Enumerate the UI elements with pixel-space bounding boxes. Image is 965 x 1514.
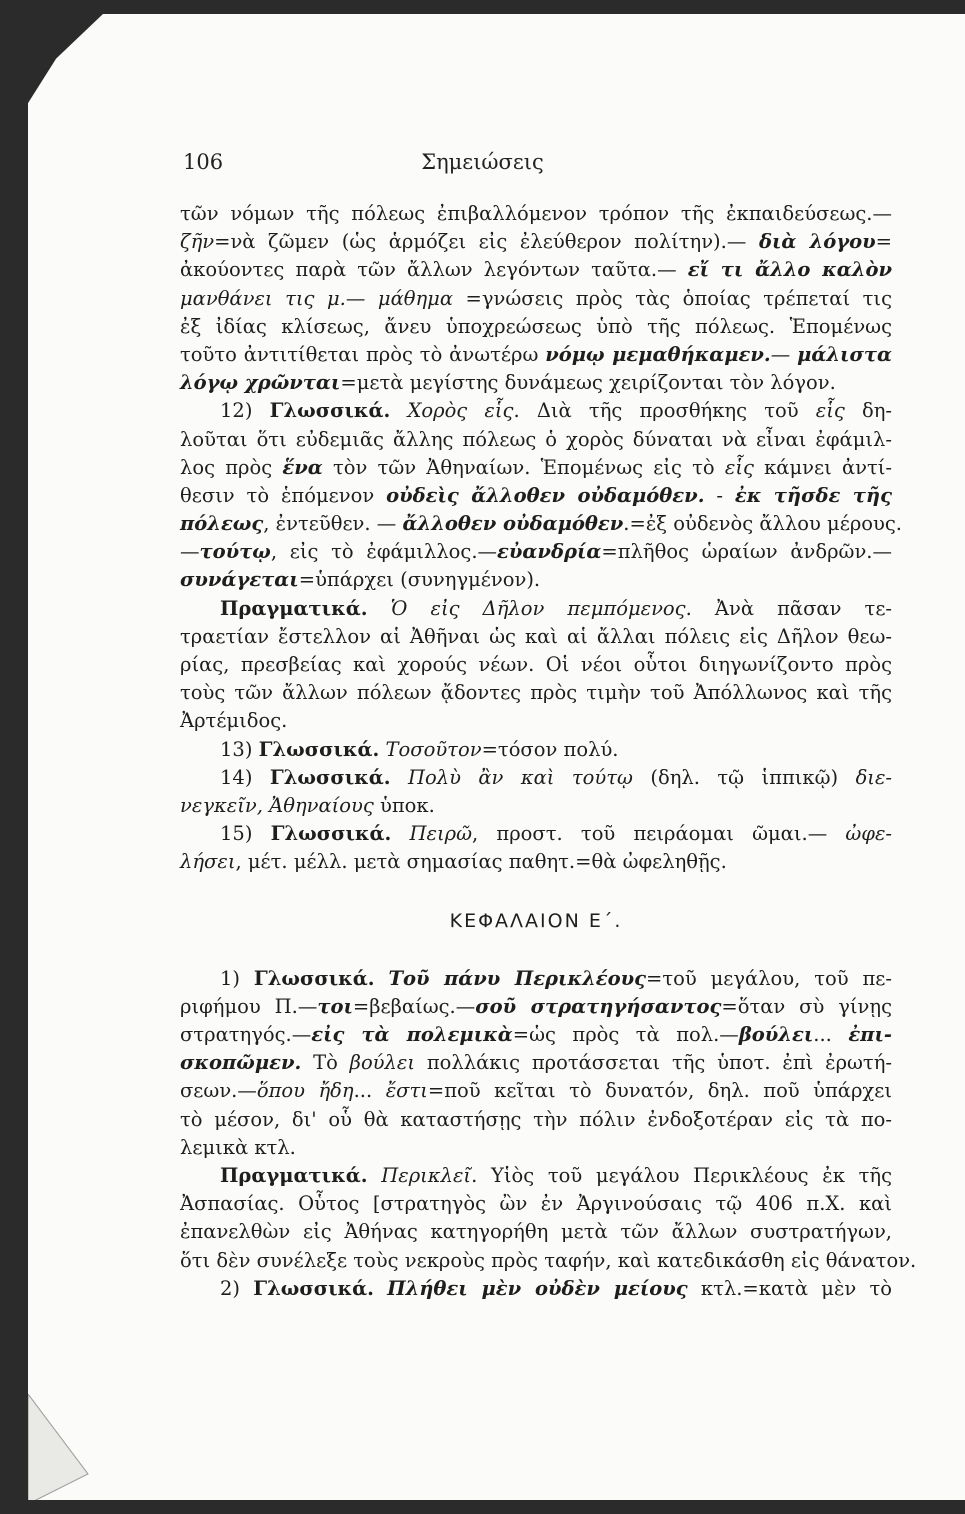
text-segment: εἴ τι ἄλλο καλὸν bbox=[687, 258, 892, 282]
text-segment: — bbox=[770, 342, 798, 366]
section-label: Γλωσσικά. bbox=[253, 1276, 374, 1300]
text-segment: ὑποκ. bbox=[373, 793, 435, 817]
text-segment: Περικλεῖ bbox=[381, 1164, 472, 1187]
text-segment: οὐδεὶς ἄλλοθεν οὐδαμόθεν. bbox=[386, 483, 705, 507]
text-segment: θεσιν τὸ ἑπόμενον bbox=[180, 483, 387, 507]
text-segment: Ὁ εἰς Δῆλον πεμπόμενος bbox=[390, 596, 686, 620]
text-segment: — bbox=[180, 540, 200, 564]
text-segment: λεμικὰ κτλ. bbox=[180, 1135, 296, 1159]
text-segment: ἐπανελθὼν εἰς Ἀθήνας κατηγορήθη μετὰ τῶν ἄλλων συστρατήγων, bbox=[180, 1220, 892, 1244]
text-line bbox=[180, 651, 892, 679]
text-segment: Τοσοῦτον bbox=[385, 737, 482, 761]
page-number: 106 bbox=[183, 150, 224, 174]
text-segment: σκοπῶμεν. bbox=[180, 1051, 302, 1075]
text-segment: = bbox=[875, 230, 893, 254]
text-segment: μάθημα bbox=[377, 286, 453, 310]
section-label: Γλωσσικά. bbox=[269, 399, 391, 423]
text-segment: πολλάκις προτάσσεται τῆς ὑποτ. ἐπὶ ἐρωτή- bbox=[415, 1051, 892, 1075]
text-line bbox=[180, 1106, 892, 1134]
section-label: Γλωσσικά. bbox=[258, 737, 380, 761]
text-line bbox=[180, 285, 892, 313]
text-segment: 1) bbox=[220, 966, 254, 990]
text-segment: τοι bbox=[317, 994, 353, 1018]
text-segment bbox=[368, 597, 391, 620]
text-segment bbox=[374, 1277, 387, 1300]
text-segment: τούτῳ bbox=[199, 540, 271, 564]
text-segment: . Υἱὸς τοῦ μεγάλου Περικλέους ἐκ τῆς bbox=[471, 1164, 892, 1187]
text-line bbox=[180, 538, 892, 566]
section-label: Γλωσσικά. bbox=[270, 822, 392, 846]
text-segment: νεγκεῖν, Ἀθηναίους bbox=[180, 793, 374, 817]
section-gap bbox=[180, 935, 892, 965]
text-segment: ἔστι bbox=[385, 1079, 428, 1103]
text-segment: εἰς τὰ πολεμικὰ bbox=[311, 1023, 513, 1047]
text-line bbox=[180, 820, 892, 848]
text-line bbox=[180, 313, 892, 341]
text-segment bbox=[391, 766, 408, 789]
text-segment: , εἰς τὸ ἐφάμιλλος.— bbox=[270, 540, 498, 564]
text-segment: τραετίαν ἔστελλον αἱ Ἀθῆναι ὡς καὶ αἱ ἄλλαι πόλεις εἰς Δῆλον θεω- bbox=[180, 624, 892, 648]
text-segment: εὐανδρία bbox=[497, 540, 602, 564]
text-segment: ὅπου ἤδη bbox=[256, 1079, 354, 1103]
text-segment: σοῦ στρατηγήσαντος bbox=[475, 994, 722, 1018]
text-segment: ἄλλοθεν οὐδαμόθεν bbox=[402, 512, 624, 536]
text-line bbox=[180, 256, 892, 284]
text-segment: στρατηγός.— bbox=[180, 1023, 312, 1047]
text-segment: 12) bbox=[220, 399, 270, 423]
text-segment: μανθάνει τις μ. bbox=[180, 286, 346, 310]
text-segment: , ἐντεῦθεν. — bbox=[263, 512, 403, 536]
text-segment: διὰ λόγου bbox=[758, 230, 876, 254]
text-segment: 15) bbox=[220, 822, 271, 846]
text-segment: εἷς bbox=[815, 399, 845, 423]
text-segment: =ὅταν σὺ γίνῃς bbox=[721, 994, 892, 1018]
text-segment: λος πρὸς bbox=[180, 455, 283, 479]
text-segment: , μέτ. μέλλ. μετὰ σημασίας παθητ.=θὰ ὠφεληθῇς. bbox=[235, 850, 727, 874]
text-segment: ἐκ τῆσδε τῆς bbox=[734, 483, 892, 507]
text-line bbox=[180, 341, 892, 369]
text-segment: ὠφε- bbox=[845, 822, 892, 846]
text-segment: κάμνει ἀντί- bbox=[753, 455, 892, 479]
text-segment: ἐξ ἰδίας κλίσεως, ἄνευ ὑποχρεώσεως ὑπὸ τῆς πόλεως. Ἑπομένως bbox=[180, 314, 892, 338]
text-line bbox=[180, 679, 892, 707]
text-segment: ἀκούοντες παρὰ τῶν ἄλλων λεγόντων ταῦτα.— bbox=[180, 258, 688, 282]
text-segment: μάλιστα bbox=[797, 342, 893, 366]
text-line bbox=[180, 764, 892, 792]
text-line bbox=[180, 1247, 917, 1275]
text-line bbox=[180, 736, 892, 764]
text-segment: ζῆν bbox=[180, 230, 215, 254]
text-line bbox=[180, 228, 892, 256]
text-segment: =ὑπάρχει (συνηγμένον). bbox=[298, 568, 541, 592]
text-segment: =ποῦ κεῖται τὸ δυνατόν, δηλ. ποῦ ὑπάρχει bbox=[427, 1079, 892, 1103]
section-label: Γλωσσικά. bbox=[253, 966, 375, 990]
text-segment: Τοῦ πάνυ Περικλέους bbox=[388, 966, 646, 990]
text-segment: Πλήθει μὲν οὐδὲν μείους bbox=[387, 1276, 688, 1300]
text-segment: Ἀρτέμιδος. bbox=[180, 709, 288, 733]
text-line bbox=[180, 1162, 892, 1190]
section-gap bbox=[180, 877, 892, 907]
text-line bbox=[180, 1049, 892, 1077]
text-segment: ριφήμου Π.— bbox=[180, 994, 318, 1018]
text-segment: — bbox=[345, 286, 378, 310]
text-segment: . Διὰ τῆς προσθήκης τοῦ bbox=[513, 399, 816, 423]
text-segment: λοῦται ὅτι εὐδεμιᾶς ἄλλης πόλεως ὁ χορὸς δύναται νὰ εἶναι ἐφάμιλ- bbox=[180, 427, 892, 451]
text-segment: λόγῳ χρῶνται bbox=[180, 371, 341, 395]
section-label: Πραγματικά. bbox=[220, 1164, 368, 1187]
text-line bbox=[180, 848, 892, 876]
text-segment: διε- bbox=[855, 765, 893, 789]
text-line bbox=[180, 1134, 892, 1162]
text-segment: =τοῦ μεγάλου, τοῦ πε- bbox=[646, 966, 892, 990]
text-segment: ἐπι- bbox=[848, 1023, 892, 1047]
text-line bbox=[180, 965, 892, 993]
text-segment: κτλ.=κατὰ μὲν τὸ bbox=[687, 1276, 892, 1300]
page-header bbox=[0, 150, 965, 180]
text-segment: Πειρῶ bbox=[409, 822, 472, 846]
section-label: Γλωσσικά. bbox=[269, 765, 391, 789]
text-segment: =ὡς πρὸς τὰ πολ.— bbox=[512, 1023, 739, 1047]
text-segment: Πολὺ ἂν καὶ τούτῳ bbox=[407, 765, 633, 789]
text-segment bbox=[368, 1164, 382, 1187]
text-segment: ΚΕΦΑΛΑΙΟΝ Ε΄. bbox=[449, 909, 623, 932]
text-line bbox=[180, 1218, 892, 1246]
section-label: Πραγματικά. bbox=[220, 596, 368, 620]
text-line bbox=[180, 369, 892, 397]
text-line bbox=[180, 1077, 892, 1105]
chapter-heading bbox=[180, 907, 892, 935]
text-segment: =βεβαίως.— bbox=[352, 994, 476, 1018]
text-line bbox=[180, 426, 892, 454]
text-segment: Τὸ bbox=[301, 1051, 350, 1075]
text-segment: . Ἀνὰ πᾶσαν τε- bbox=[685, 596, 893, 620]
text-segment: , προστ. τοῦ πειράομαι ῶμαι.— bbox=[472, 822, 846, 846]
text-line bbox=[180, 993, 892, 1021]
text-segment bbox=[375, 967, 389, 990]
text-segment bbox=[390, 399, 407, 422]
text-segment: =μετὰ μεγίστης δυνάμεως χειρίζονται τὸν λόγον. bbox=[340, 371, 836, 395]
text-line bbox=[180, 623, 892, 651]
text-line bbox=[180, 707, 892, 735]
text-segment: .=ἐξ οὐδενὸς ἄλλου μέρους. bbox=[623, 512, 903, 536]
text-segment: ὅτι δὲν συνέλεξε τοὺς νεκροὺς πρὸς ταφήν, καὶ κατεδικάσθη εἰς θάνατον. bbox=[180, 1248, 917, 1272]
text-segment: τὸ μέσον, δι' οὗ θὰ καταστήσῃς τὴν πόλιν ἐνδοξοτέραν εἰς τὰ πο- bbox=[180, 1107, 892, 1131]
page-corner-fold bbox=[28, 1394, 108, 1514]
text-line bbox=[180, 200, 892, 228]
text-line bbox=[180, 792, 892, 820]
text-segment: =πλῆθος ὡραίων ἀνδρῶν.— bbox=[601, 540, 892, 564]
text-segment: συνάγεται bbox=[180, 568, 299, 592]
text-segment: δη- bbox=[844, 399, 893, 423]
text-segment: =τόσον πολύ. bbox=[481, 737, 619, 761]
text-segment: εἷς bbox=[724, 455, 754, 479]
text-segment: λήσει bbox=[180, 850, 236, 874]
text-line bbox=[180, 1021, 892, 1049]
text-segment: =γνώσεις πρὸς τὰς ὁποίας τρέπεταί τις bbox=[453, 286, 892, 310]
text-segment: τοῦτο ἀντιτίθεται πρὸς τὸ ἀνωτέρω bbox=[180, 342, 546, 366]
text-line bbox=[180, 482, 892, 510]
text-line bbox=[180, 510, 903, 538]
text-line bbox=[180, 397, 892, 425]
text-segment: - bbox=[704, 483, 735, 507]
text-segment: 13) bbox=[220, 737, 259, 761]
text-segment: Χορὸς εἷς bbox=[407, 399, 514, 423]
running-title: Σημειώσεις bbox=[421, 150, 544, 174]
text-segment: =νὰ ζῶμεν (ὡς ἁρμόζει εἰς ἐλεύθερον πολίτην).— bbox=[214, 230, 759, 254]
text-segment: πόλεως bbox=[180, 512, 264, 536]
text-line bbox=[180, 1275, 892, 1303]
text-segment: ... bbox=[353, 1079, 386, 1103]
text-line bbox=[180, 595, 892, 623]
text-segment: βούλει bbox=[738, 1023, 814, 1047]
text-segment: τὸν τῶν Ἀθηναίων. Ἑπομένως εἰς τὸ bbox=[322, 455, 725, 479]
text-segment: νόμῳ μεμαθήκαμεν. bbox=[545, 342, 771, 366]
text-segment: τοὺς τῶν ἄλλων πόλεων ᾄδοντες πρὸς τιμὴν τοῦ Ἀπόλλωνος καὶ τῆς bbox=[180, 681, 892, 705]
text-segment: ρίας, πρεσβείας καὶ χορούς νέων. Οἱ νέοι οὗτοι διηγωνίζοντο πρὸς bbox=[180, 653, 892, 676]
text-segment bbox=[391, 822, 409, 845]
text-segment: ... bbox=[813, 1023, 849, 1047]
text-line bbox=[180, 566, 892, 594]
text-segment: 14) bbox=[220, 765, 270, 789]
text-segment: (δηλ. τῷ ἱππικῷ) bbox=[632, 765, 856, 789]
text-segment: σεων.— bbox=[180, 1079, 257, 1103]
text-segment: ἕνα bbox=[282, 455, 323, 479]
body-text bbox=[180, 200, 917, 1303]
text-line bbox=[180, 1190, 892, 1218]
text-segment: βούλει bbox=[349, 1051, 416, 1075]
text-segment: Ἀσπασίας. Οὗτος [στρατηγὸς ὢν ἐν Ἀργινούσαις τῷ 406 π.Χ. καὶ bbox=[180, 1192, 892, 1216]
text-line bbox=[180, 454, 892, 482]
text-segment: 2) bbox=[220, 1276, 254, 1300]
text-segment: τῶν νόμων τῆς πόλεως ἐπιβαλλόμενον τρόπον τῆς ἐκπαιδεύσεως.— bbox=[180, 202, 892, 225]
